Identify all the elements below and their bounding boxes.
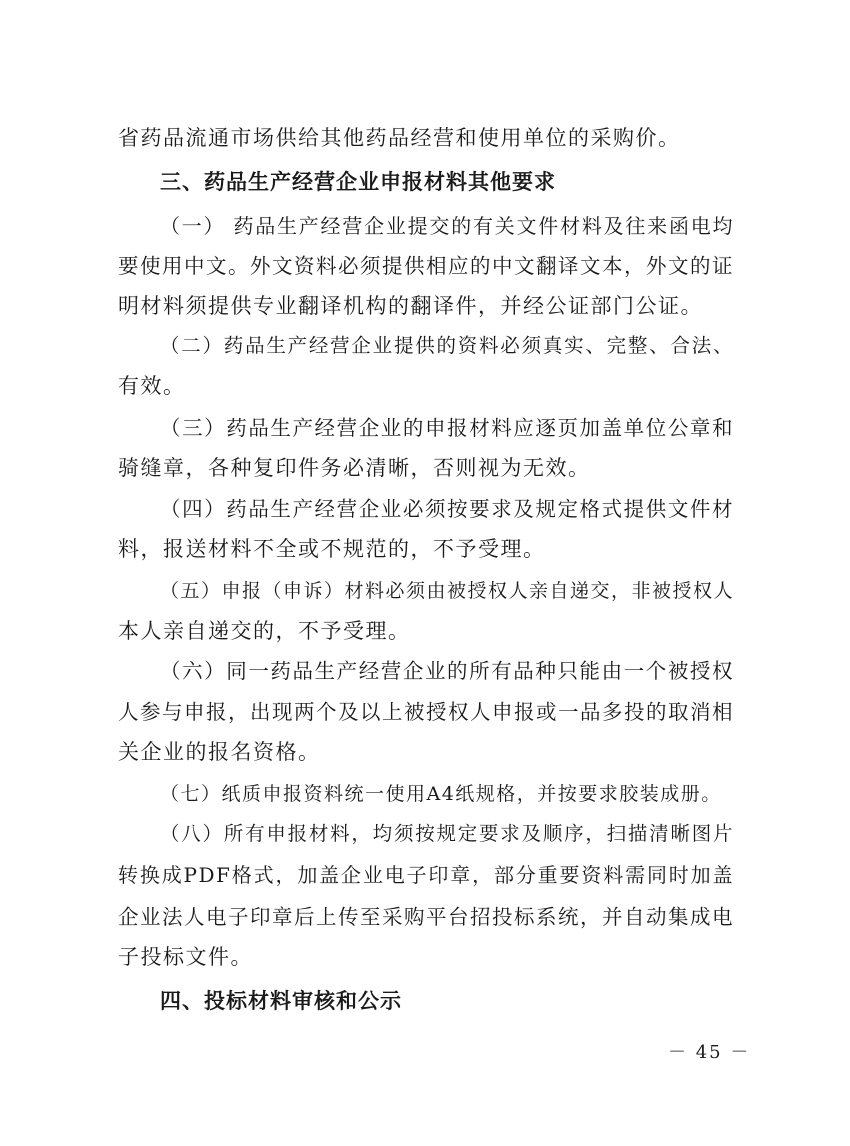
section-heading-4: 四、投标材料审核和公示 bbox=[160, 989, 402, 1013]
paragraph-line: 本人亲自递交的，不予受理。 bbox=[118, 619, 411, 643]
paragraph-line: 有效。 bbox=[118, 374, 186, 398]
paragraph-line: 省药品流通市场供给其他药品经营和使用单位的采购价。 bbox=[118, 126, 681, 150]
paragraph-line: 料，报送材料不全或不规范的，不予受理。 bbox=[118, 537, 546, 561]
paragraph-line: （七）纸质申报资料统一使用A4纸规格，并按要求胶装成册。 bbox=[160, 783, 722, 805]
paragraph-line: （二）药品生产经营企业提供的资料必须真实、完整、合法、 bbox=[160, 334, 734, 357]
page-number: － 45 － bbox=[668, 1042, 751, 1063]
paragraph-line: 骑缝章，各种复印件务必清晰，否则视为无效。 bbox=[118, 456, 591, 480]
paragraph-line: 企业法人电子印章后上传至采购平台招投标系统，并自动集成电 bbox=[118, 905, 734, 929]
paragraph-line: 关企业的报名资格。 bbox=[118, 740, 321, 764]
section-heading-3: 三、药品生产经营企业申报材料其他要求 bbox=[160, 170, 556, 194]
paragraph-line: 人参与申报，出现两个及以上被授权人申报或一品多投的取消相 bbox=[118, 700, 734, 724]
paragraph-line: 要使用中文。外文资料必须提供相应的中文翻译文本，外文的证 bbox=[118, 254, 734, 278]
paragraph-line: 子投标文件。 bbox=[118, 945, 253, 969]
paragraph-line: （五）申报（申诉）材料必须由被授权人亲自递交，非被授权人 bbox=[160, 580, 735, 602]
paragraph-line: （一） 药品生产经营企业提交的有关文件材料及往来函电均 bbox=[160, 214, 734, 238]
paragraph-line: 转换成PDF格式，加盖企业电子印章，部分重要资料需同时加盖 bbox=[118, 863, 734, 887]
paragraph-line: （三）药品生产经营企业的申报材料应逐页加盖单位公章和 bbox=[160, 416, 734, 440]
paragraph-line: 明材料须提供专业翻译机构的翻译件，并经公证部门公证。 bbox=[118, 294, 703, 318]
paragraph-line: （八）所有申报材料，均须按规定要求及顺序，扫描清晰图片 bbox=[160, 822, 734, 845]
paragraph-line: （六）同一药品生产经营企业的所有品种只能由一个被授权 bbox=[160, 659, 734, 683]
paragraph-line: （四）药品生产经营企业必须按要求及规定格式提供文件材 bbox=[160, 497, 734, 521]
